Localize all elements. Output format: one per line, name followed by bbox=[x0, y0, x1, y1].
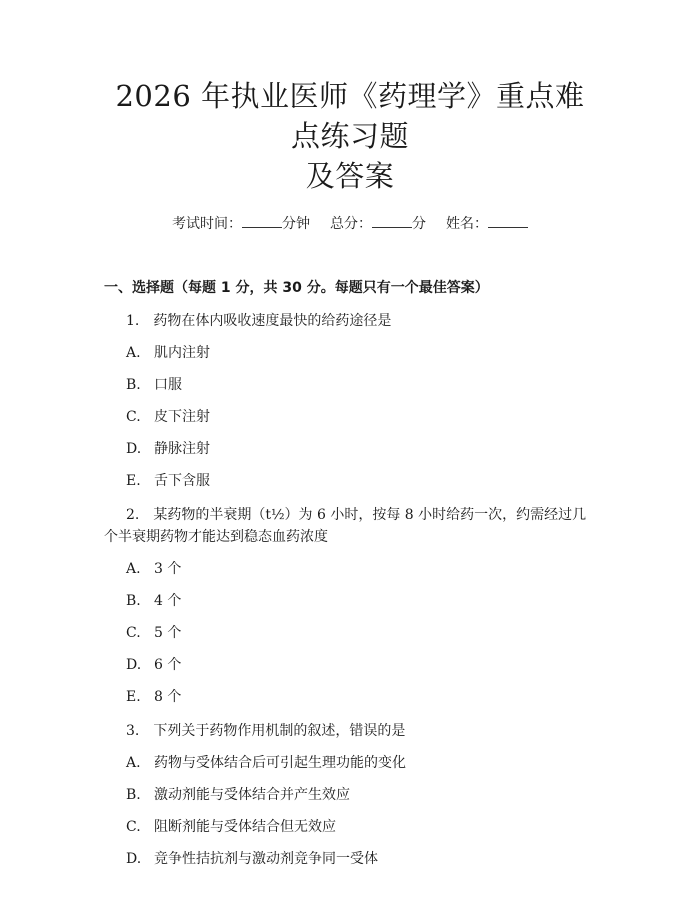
option-text: 3 个 bbox=[154, 561, 182, 577]
option-letter: B. bbox=[126, 377, 141, 393]
answer-option[interactable] bbox=[104, 686, 596, 708]
document-title bbox=[104, 0, 596, 196]
option-text: 4 个 bbox=[154, 593, 182, 609]
option-text: 激动剂能与受体结合并产生效应 bbox=[154, 787, 350, 803]
question-item bbox=[104, 504, 596, 548]
name-field bbox=[446, 216, 528, 232]
option-text: 肌内注射 bbox=[154, 345, 210, 361]
answer-option[interactable] bbox=[104, 752, 596, 774]
option-letter: C. bbox=[126, 625, 141, 641]
option-text: 静脉注射 bbox=[154, 441, 210, 457]
answer-option[interactable] bbox=[104, 816, 596, 838]
option-text: 阻断剂能与受体结合但无效应 bbox=[154, 819, 336, 835]
option-letter: D. bbox=[126, 657, 142, 673]
answer-option[interactable] bbox=[104, 654, 596, 676]
name-label: 姓名： bbox=[446, 216, 488, 232]
exam-time-blank[interactable] bbox=[242, 215, 282, 228]
total-score-label: 总分： bbox=[330, 216, 372, 232]
exam-time-label: 考试时间： bbox=[172, 216, 242, 232]
option-text: 药物与受体结合后可引起生理功能的变化 bbox=[154, 755, 406, 771]
answer-option[interactable] bbox=[104, 784, 596, 806]
option-letter: D. bbox=[126, 441, 142, 457]
option-letter: A. bbox=[126, 561, 141, 577]
question-item bbox=[104, 310, 596, 332]
option-letter: A. bbox=[126, 345, 141, 361]
answer-option[interactable] bbox=[104, 622, 596, 644]
question-text: 药物在体内吸收速度最快的给药途径是 bbox=[153, 313, 392, 329]
answer-option[interactable] bbox=[104, 406, 596, 428]
answer-option[interactable] bbox=[104, 470, 596, 492]
option-text: 8 个 bbox=[154, 689, 182, 705]
option-letter: B. bbox=[126, 787, 141, 803]
option-text: 皮下注射 bbox=[154, 409, 210, 425]
option-letter: B. bbox=[126, 593, 141, 609]
title-line-2: 及答案 bbox=[305, 159, 395, 193]
question-number: 3. bbox=[126, 723, 140, 739]
title-line-1: 2026 年执业医师《药理学》重点难点练习题 bbox=[115, 79, 585, 153]
option-text: 舌下含服 bbox=[154, 473, 210, 489]
answer-option[interactable] bbox=[104, 438, 596, 460]
question-number: 1. bbox=[126, 313, 140, 329]
option-letter: A. bbox=[126, 755, 141, 771]
question-text: 下列关于药物作用机制的叙述，错误的是 bbox=[153, 723, 406, 739]
answer-option[interactable] bbox=[104, 342, 596, 364]
option-letter: E. bbox=[126, 473, 141, 489]
option-text: 5 个 bbox=[154, 625, 182, 641]
question-item bbox=[104, 720, 596, 742]
question-text: 某药物的半衰期（t½）为 6 小时，按每 8 小时给药一次，约需经过几个半衰期药物才能达到稳态血药浓度 bbox=[104, 507, 587, 545]
option-letter: C. bbox=[126, 409, 141, 425]
answer-option[interactable] bbox=[104, 558, 596, 580]
total-score-field bbox=[330, 216, 426, 232]
answer-option[interactable] bbox=[104, 590, 596, 612]
answer-option[interactable] bbox=[104, 848, 596, 870]
exam-info-line bbox=[104, 214, 596, 234]
option-text: 6 个 bbox=[154, 657, 182, 673]
name-blank[interactable] bbox=[488, 215, 528, 228]
option-letter: E. bbox=[126, 689, 141, 705]
question-number: 2. bbox=[126, 507, 140, 523]
option-text: 口服 bbox=[154, 377, 182, 393]
option-letter: C. bbox=[126, 819, 141, 835]
section-heading: 一、选择题（每题 1 分，共 30 分。每题只有一个最佳答案） bbox=[104, 280, 489, 296]
exam-time-field bbox=[172, 216, 310, 232]
total-score-unit: 分 bbox=[412, 216, 426, 232]
option-text: 竞争性拮抗剂与激动剂竞争同一受体 bbox=[154, 851, 378, 867]
exam-time-unit: 分钟 bbox=[282, 216, 310, 232]
option-letter: D. bbox=[126, 851, 142, 867]
answer-option[interactable] bbox=[104, 374, 596, 396]
total-score-blank[interactable] bbox=[372, 215, 412, 228]
